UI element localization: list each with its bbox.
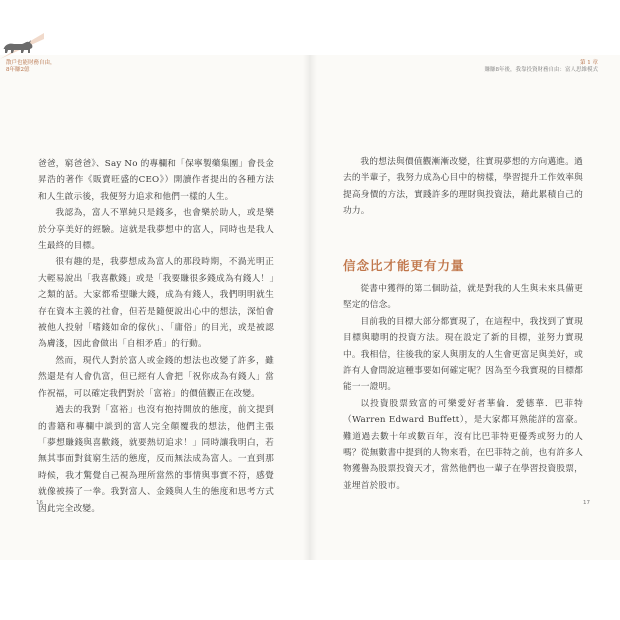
book-gutter	[303, 55, 317, 560]
bull-icon	[0, 33, 44, 59]
paragraph: 目前我的目標大部分都實現了，在這程中，我找到了實現目標與聰明的投資方法。現在設定了新的目標，並努力實現中。我相信，往後我的家人與朋友的人生會更富足與美好，或許有人會問說這種事要如何確定呢？因為至今我實現的目標都能一一證明。	[343, 316, 583, 393]
paragraph: 爸爸，窮爸爸》、Say No 的專欄和「保寧製藥集團」會長金昇浩的著作《販賣旺盛的CEO》）開讀作者提出的各種方法和人生啟示後，我便努力追求和他們一樣的人生。	[38, 159, 274, 202]
paragraph: 從書中獲得的第二個助益，就是對我的人生與未來具備更堅定的信念。	[343, 284, 583, 311]
paragraph: 然而，現代人對於富人或金錢的想法也改變了許多，雖然還是有人會仇富，但已經有人會把「祝你成為有錢人」當作祝福，可以確定我們對於「富裕」的價值觀正在改變。	[38, 355, 274, 399]
left-page-body	[38, 156, 274, 517]
running-header-left	[6, 60, 56, 74]
chapter-label: 第 1 章	[580, 60, 598, 66]
chapter-subtitle: 賺賺8年後，我靠投資財務自由：富人思維模式	[484, 67, 598, 73]
header-left-line1: 散戶也能財務自由，	[6, 60, 56, 66]
running-header-right	[484, 60, 598, 74]
paragraph: 過去的我對「富裕」也沒有抱持開放的態度，前文提到的書籍和專欄中談到的富人完全顛覆我的想法，他們主張「夢想賺錢與喜歡錢，就要熱切追求！」同時讓我明白，若無其事面對貧窮生活的態度，反而無法成為富人。一直到那時候，我才驚覺自己視為理所當然的事情與事實不符，感覺就像被揍了一拳。我對富人、金錢與人生的態度和思考方式因此完全改變。	[38, 405, 274, 514]
right-page-body	[343, 281, 583, 494]
right-page-intro	[343, 154, 583, 220]
section-heading: 信念比才能更有力量	[343, 258, 465, 273]
paragraph: 很有趣的是，我夢想成為富人的那段時期，不渦光明正大輕易說出「我喜歡錢」或是「我要賺很多錢成為有錢人！」之類的話。大家都希望賺大錢，成為有錢人，我們明明就生存在資本主義的社會，但若是隨便說出心中的想法，深怕會被他人投射「嗜錢如命的傢伙」、「庸俗」的目光，或是被認為膚淺，因此會做出「自相矛盾」的行動。	[38, 257, 274, 350]
page-number-right: 17	[583, 500, 590, 506]
paragraph: 我的想法與價值觀漸漸改變，往實現夢想的方向邁進。過去的半輩子，我努力成為心目中的榜樣，學習提升工作效率與提高身價的方法，實踐許多的理財與投資法，藉此累積自己的功力。	[343, 157, 583, 217]
header-left-line2: 8年賺2億	[6, 67, 30, 73]
paragraph: 我認為，富人不單純只是錢多，也會樂於助人，或是樂於分享美好的經驗。這就是我夢想中的富人，同時也是我人生最終的目標。	[38, 208, 274, 252]
paragraph: 以投資股票致富的可樂愛好者華倫．愛德華．巴菲特（Warren Edward Buffett），是大家都耳熟能詳的富豪。難道過去數十年或數百年，沒有比巴菲特更優秀或努力的人嗎？從無數書中提到的人物來看，在巴菲特之前，也有許多人物獲譽為股票投資天才，當然他們也一輩子在學習投資股票，並埋首於股市。	[343, 398, 583, 491]
page-number-left: 16	[36, 500, 43, 506]
